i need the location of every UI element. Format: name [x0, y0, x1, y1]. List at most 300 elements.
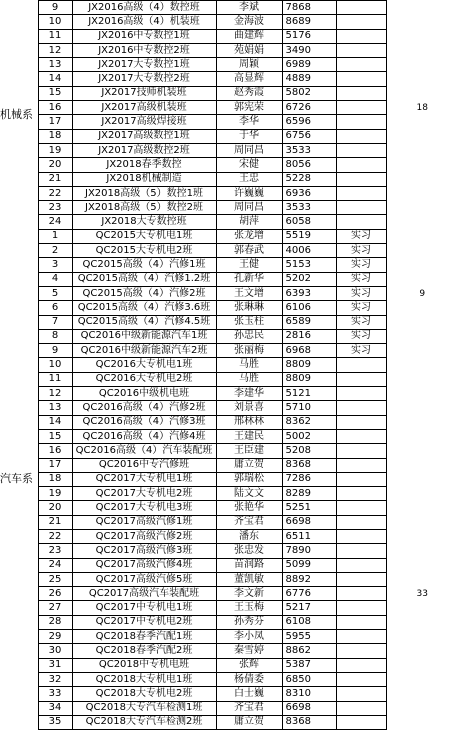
table-row — [0, 115, 458, 129]
class-name: JX2016高级（4）数控班 — [72, 1, 216, 15]
phone-number: 6106 — [282, 301, 336, 315]
class-name: QC2016高级（4）汽修4班 — [72, 429, 216, 443]
note-cell — [336, 558, 386, 572]
note-cell — [336, 687, 386, 701]
table-row — [0, 644, 458, 658]
row-number: 25 — [38, 572, 72, 586]
class-name: QC2015大专机电2班 — [72, 244, 216, 258]
note-cell — [336, 429, 386, 443]
row-number: 24 — [38, 558, 72, 572]
class-name: QC2016高级（4）汽车装配班 — [72, 444, 216, 458]
row-number: 34 — [38, 701, 72, 715]
note-cell — [336, 29, 386, 43]
row-number: 22 — [38, 186, 72, 200]
teacher-name: 赵秀霞 — [216, 86, 282, 100]
phone-number: 8892 — [282, 572, 336, 586]
teacher-name: 曲建辉 — [216, 29, 282, 43]
table-row — [0, 201, 458, 215]
note-cell: 实习 — [336, 244, 386, 258]
class-count — [386, 658, 458, 672]
teacher-name: 宋健 — [216, 158, 282, 172]
row-number: 16 — [38, 444, 72, 458]
row-number: 12 — [38, 43, 72, 57]
class-count — [386, 186, 458, 200]
row-number: 12 — [38, 387, 72, 401]
class-count — [386, 244, 458, 258]
row-number: 7 — [38, 315, 72, 329]
table-row — [0, 601, 458, 615]
table-row — [0, 186, 458, 200]
table-row — [0, 72, 458, 86]
class-name: JX2018春季数控 — [72, 158, 216, 172]
teacher-name: 邢林林 — [216, 415, 282, 429]
phone-number: 4006 — [282, 244, 336, 258]
row-number: 17 — [38, 115, 72, 129]
teacher-name: 刘景喜 — [216, 401, 282, 415]
table-row — [0, 158, 458, 172]
table-row — [0, 558, 458, 572]
row-number: 11 — [38, 29, 72, 43]
row-number: 28 — [38, 615, 72, 629]
note-cell — [336, 630, 386, 644]
row-number: 11 — [38, 372, 72, 386]
teacher-name: 白士巍 — [216, 687, 282, 701]
teacher-name: 潘东 — [216, 529, 282, 543]
table-row — [0, 286, 458, 300]
class-count: 18 — [416, 102, 428, 113]
teacher-name: 周同昌 — [216, 201, 282, 215]
row-number: 15 — [38, 429, 72, 443]
phone-number: 6108 — [282, 615, 336, 629]
class-name: QC2016中级机电班 — [72, 387, 216, 401]
class-name: QC2017高级汽修3班 — [72, 544, 216, 558]
class-count — [386, 301, 458, 315]
teacher-name: 王健 — [216, 258, 282, 272]
table-row — [0, 258, 458, 272]
row-number: 21 — [38, 172, 72, 186]
row-number: 2 — [38, 244, 72, 258]
phone-number: 5099 — [282, 558, 336, 572]
table-row — [0, 172, 458, 186]
class-count — [386, 644, 458, 658]
class-count — [386, 415, 458, 429]
class-name: QC2015高级（4）汽修4.5班 — [72, 315, 216, 329]
phone-number: 8689 — [282, 15, 336, 29]
note-cell — [336, 358, 386, 372]
class-count — [386, 372, 458, 386]
row-number: 35 — [38, 715, 72, 729]
phone-number: 8809 — [282, 358, 336, 372]
phone-number: 6989 — [282, 58, 336, 72]
note-cell — [336, 215, 386, 229]
note-cell — [336, 186, 386, 200]
class-count — [386, 701, 458, 715]
class-count: 9 — [419, 288, 426, 299]
class-count — [386, 158, 458, 172]
note-cell — [336, 444, 386, 458]
class-count — [386, 615, 458, 629]
phone-number: 2816 — [282, 329, 336, 343]
phone-number: 8362 — [282, 415, 336, 429]
row-number: 18 — [38, 472, 72, 486]
row-number: 24 — [38, 215, 72, 229]
row-number: 9 — [38, 344, 72, 358]
note-cell — [336, 101, 386, 115]
teacher-name: 李文新 — [216, 587, 282, 601]
note-cell — [336, 58, 386, 72]
class-count — [386, 344, 458, 358]
table-row — [0, 672, 458, 686]
row-number: 15 — [38, 86, 72, 100]
note-cell — [336, 487, 386, 501]
class-name: JX2018机械制造 — [72, 172, 216, 186]
row-number: 4 — [38, 272, 72, 286]
class-name: QC2017高级汽修5班 — [72, 572, 216, 586]
class-name: QC2015高级（4）汽修1.2班 — [72, 272, 216, 286]
note-cell — [336, 472, 386, 486]
teacher-name: 张辉 — [216, 658, 282, 672]
table-row — [0, 544, 458, 558]
phone-number: 6058 — [282, 215, 336, 229]
teacher-name: 李斌 — [216, 1, 282, 15]
note-cell: 实习 — [336, 315, 386, 329]
class-name: JX2017高级焊接班 — [72, 115, 216, 129]
row-number: 30 — [38, 644, 72, 658]
class-count — [386, 1, 458, 15]
phone-number: 7286 — [282, 472, 336, 486]
teacher-name: 王玉梅 — [216, 601, 282, 615]
phone-number: 5251 — [282, 501, 336, 515]
note-cell — [336, 658, 386, 672]
teacher-name: 齐宝君 — [216, 515, 282, 529]
note-cell — [336, 615, 386, 629]
teacher-name: 马胜 — [216, 372, 282, 386]
teacher-name: 郭宪荣 — [216, 101, 282, 115]
row-number: 27 — [38, 601, 72, 615]
row-number: 29 — [38, 630, 72, 644]
phone-number: 5217 — [282, 601, 336, 615]
teacher-name: 李小凤 — [216, 630, 282, 644]
class-name: JX2016中专数控1班 — [72, 29, 216, 43]
table-row — [0, 1, 458, 15]
phone-number: 6511 — [282, 529, 336, 543]
class-count — [386, 258, 458, 272]
note-cell: 实习 — [336, 229, 386, 243]
table-row — [0, 101, 458, 115]
phone-number: 5802 — [282, 86, 336, 100]
class-name: JX2017技师机装班 — [72, 86, 216, 100]
row-number: 13 — [38, 401, 72, 415]
teacher-name: 张玉柱 — [216, 315, 282, 329]
class-name: QC2016中专汽修班 — [72, 458, 216, 472]
teacher-name: 杨倩委 — [216, 672, 282, 686]
class-count — [386, 515, 458, 529]
class-name: QC2015大专机电1班 — [72, 229, 216, 243]
class-count — [386, 58, 458, 72]
note-cell: 实习 — [336, 258, 386, 272]
teacher-name: 陆文文 — [216, 487, 282, 501]
teacher-name: 庸立贺 — [216, 458, 282, 472]
class-count — [386, 229, 458, 243]
row-number: 5 — [38, 286, 72, 300]
phone-number: 6393 — [282, 286, 336, 300]
class-count — [386, 72, 458, 86]
class-count — [386, 472, 458, 486]
table-row — [0, 129, 458, 143]
class-name: JX2017高级数控2班 — [72, 143, 216, 157]
phone-number: 6776 — [282, 587, 336, 601]
note-cell — [336, 601, 386, 615]
phone-number: 5002 — [282, 429, 336, 443]
table-row — [0, 515, 458, 529]
table-row — [0, 29, 458, 43]
teacher-name: 苗润路 — [216, 558, 282, 572]
note-cell — [336, 372, 386, 386]
department-label: 机械系 — [0, 107, 33, 121]
class-count — [386, 458, 458, 472]
phone-number: 8809 — [282, 372, 336, 386]
class-name: QC2018春季汽配2班 — [72, 644, 216, 658]
class-name: QC2017高级汽修4班 — [72, 558, 216, 572]
row-number: 9 — [38, 1, 72, 15]
class-name: JX2016高级（4）机装班 — [72, 15, 216, 29]
table-row — [0, 415, 458, 429]
class-count — [386, 201, 458, 215]
row-number: 32 — [38, 672, 72, 686]
note-cell — [336, 143, 386, 157]
phone-number: 5387 — [282, 658, 336, 672]
table-row — [0, 658, 458, 672]
phone-number: 8310 — [282, 687, 336, 701]
class-name: QC2016中级新能源汽车2班 — [72, 344, 216, 358]
class-name: QC2017高级汽修2班 — [72, 529, 216, 543]
row-number: 1 — [38, 229, 72, 243]
teacher-name: 齐宝君 — [216, 701, 282, 715]
class-count — [386, 129, 458, 143]
department-label: 汽车系 — [0, 472, 33, 486]
class-name: QC2017大专机电1班 — [72, 472, 216, 486]
note-cell — [336, 701, 386, 715]
class-count — [386, 115, 458, 129]
note-cell — [336, 43, 386, 57]
phone-number: 6589 — [282, 315, 336, 329]
class-name: QC2017中专机电2班 — [72, 615, 216, 629]
table-row — [0, 244, 458, 258]
phone-number: 8862 — [282, 644, 336, 658]
note-cell — [336, 401, 386, 415]
teacher-name: 张琳琳 — [216, 301, 282, 315]
table-row — [0, 587, 458, 601]
row-number: 31 — [38, 658, 72, 672]
phone-number: 6726 — [282, 101, 336, 115]
row-number: 22 — [38, 529, 72, 543]
class-count — [386, 601, 458, 615]
class-count — [386, 487, 458, 501]
row-number: 16 — [38, 101, 72, 115]
phone-number: 6850 — [282, 672, 336, 686]
row-number: 13 — [38, 58, 72, 72]
class-name: QC2017高级汽修1班 — [72, 515, 216, 529]
class-name: JX2017高级机装班 — [72, 101, 216, 115]
note-cell — [336, 529, 386, 543]
class-count: 33 — [416, 588, 428, 599]
table-row — [0, 529, 458, 543]
note-cell — [336, 172, 386, 186]
phone-number: 6756 — [282, 129, 336, 143]
class-name: QC2017高级汽车装配班 — [72, 587, 216, 601]
class-count — [386, 501, 458, 515]
table-row — [0, 487, 458, 501]
class-name: QC2015高级（4）汽修2班 — [72, 286, 216, 300]
class-count — [386, 172, 458, 186]
class-count — [386, 358, 458, 372]
row-number: 14 — [38, 415, 72, 429]
table-row — [0, 301, 458, 315]
class-count — [386, 329, 458, 343]
table-row — [0, 701, 458, 715]
class-name: JX2018大专数控班 — [72, 215, 216, 229]
class-count — [386, 29, 458, 43]
class-count — [386, 15, 458, 29]
table-row — [0, 715, 458, 729]
phone-number: 8289 — [282, 487, 336, 501]
class-name: JX2017高级数控1班 — [72, 129, 216, 143]
teacher-name: 孙秀芬 — [216, 615, 282, 629]
note-cell — [336, 415, 386, 429]
teacher-name: 周颖 — [216, 58, 282, 72]
teacher-name: 许巍巍 — [216, 186, 282, 200]
phone-number: 7868 — [282, 1, 336, 15]
class-count — [386, 672, 458, 686]
note-cell — [336, 544, 386, 558]
note-cell — [336, 644, 386, 658]
class-name: QC2015高级（4）汽修1班 — [72, 258, 216, 272]
phone-number: 5519 — [282, 229, 336, 243]
table-row — [0, 86, 458, 100]
class-name: QC2017大专机电2班 — [72, 487, 216, 501]
teacher-name: 李华 — [216, 115, 282, 129]
teacher-name: 于华 — [216, 129, 282, 143]
class-name: QC2017中专机电1班 — [72, 601, 216, 615]
note-cell — [336, 672, 386, 686]
class-name: QC2016大专机电2班 — [72, 372, 216, 386]
class-count — [386, 687, 458, 701]
note-cell — [336, 158, 386, 172]
table-row — [0, 229, 458, 243]
teacher-name: 金海波 — [216, 15, 282, 29]
class-name: JX2016中专数控2班 — [72, 43, 216, 57]
class-count — [386, 630, 458, 644]
teacher-name: 苑娟娟 — [216, 43, 282, 57]
phone-number: 8368 — [282, 458, 336, 472]
class-name: QC2018大专汽车检测2班 — [72, 715, 216, 729]
phone-number: 5208 — [282, 444, 336, 458]
teacher-name: 庸立贺 — [216, 715, 282, 729]
note-cell — [336, 715, 386, 729]
row-number: 8 — [38, 329, 72, 343]
table-row — [0, 344, 458, 358]
table-row — [0, 215, 458, 229]
note-cell: 实习 — [336, 329, 386, 343]
teacher-name: 郭瑞松 — [216, 472, 282, 486]
table-row — [0, 387, 458, 401]
teacher-name: 高显辉 — [216, 72, 282, 86]
class-count — [386, 215, 458, 229]
table-row — [0, 630, 458, 644]
class-count — [386, 558, 458, 572]
table-row — [0, 315, 458, 329]
phone-number: 8368 — [282, 715, 336, 729]
class-count — [386, 572, 458, 586]
phone-number: 5176 — [282, 29, 336, 43]
note-cell: 实习 — [336, 272, 386, 286]
row-number: 20 — [38, 501, 72, 515]
phone-number: 4889 — [282, 72, 336, 86]
note-cell — [336, 201, 386, 215]
class-count — [386, 315, 458, 329]
class-count — [386, 544, 458, 558]
class-name: QC2018春季汽配1班 — [72, 630, 216, 644]
note-cell — [336, 515, 386, 529]
note-cell — [336, 501, 386, 515]
row-number: 14 — [38, 72, 72, 86]
row-number: 17 — [38, 458, 72, 472]
note-cell — [336, 129, 386, 143]
teacher-name: 孙忠民 — [216, 329, 282, 343]
row-number: 19 — [38, 487, 72, 501]
class-name: QC2015高级（4）汽修3.6班 — [72, 301, 216, 315]
note-cell — [336, 15, 386, 29]
class-name: QC2018中专机电班 — [72, 658, 216, 672]
row-number: 10 — [38, 358, 72, 372]
teacher-name: 董凯敏 — [216, 572, 282, 586]
table-row — [0, 329, 458, 343]
row-number: 26 — [38, 587, 72, 601]
teacher-name: 张丽梅 — [216, 344, 282, 358]
table-row — [0, 272, 458, 286]
table-row — [0, 501, 458, 515]
table-row — [0, 444, 458, 458]
phone-number: 3533 — [282, 201, 336, 215]
class-name: QC2018大专机电1班 — [72, 672, 216, 686]
class-count — [386, 529, 458, 543]
teacher-name: 王臣建 — [216, 444, 282, 458]
class-name: QC2018大专机电2班 — [72, 687, 216, 701]
phone-number: 3533 — [282, 143, 336, 157]
table-row — [0, 615, 458, 629]
teacher-name: 王文增 — [216, 286, 282, 300]
note-cell: 实习 — [336, 286, 386, 300]
row-number: 23 — [38, 544, 72, 558]
class-name: JX2018高级（5）数控1班 — [72, 186, 216, 200]
row-number: 6 — [38, 301, 72, 315]
phone-number: 5228 — [282, 172, 336, 186]
phone-number: 6968 — [282, 344, 336, 358]
row-number: 23 — [38, 201, 72, 215]
teacher-name: 李建华 — [216, 387, 282, 401]
class-name: QC2017大专机电3班 — [72, 501, 216, 515]
note-cell: 实习 — [336, 301, 386, 315]
note-cell — [336, 458, 386, 472]
phone-number: 6698 — [282, 515, 336, 529]
note-cell — [336, 86, 386, 100]
phone-number: 6698 — [282, 701, 336, 715]
class-name: QC2018大专汽车检测1班 — [72, 701, 216, 715]
teacher-name: 张忠发 — [216, 544, 282, 558]
teacher-name: 马胜 — [216, 358, 282, 372]
phone-number: 6936 — [282, 186, 336, 200]
teacher-name: 张龙增 — [216, 229, 282, 243]
